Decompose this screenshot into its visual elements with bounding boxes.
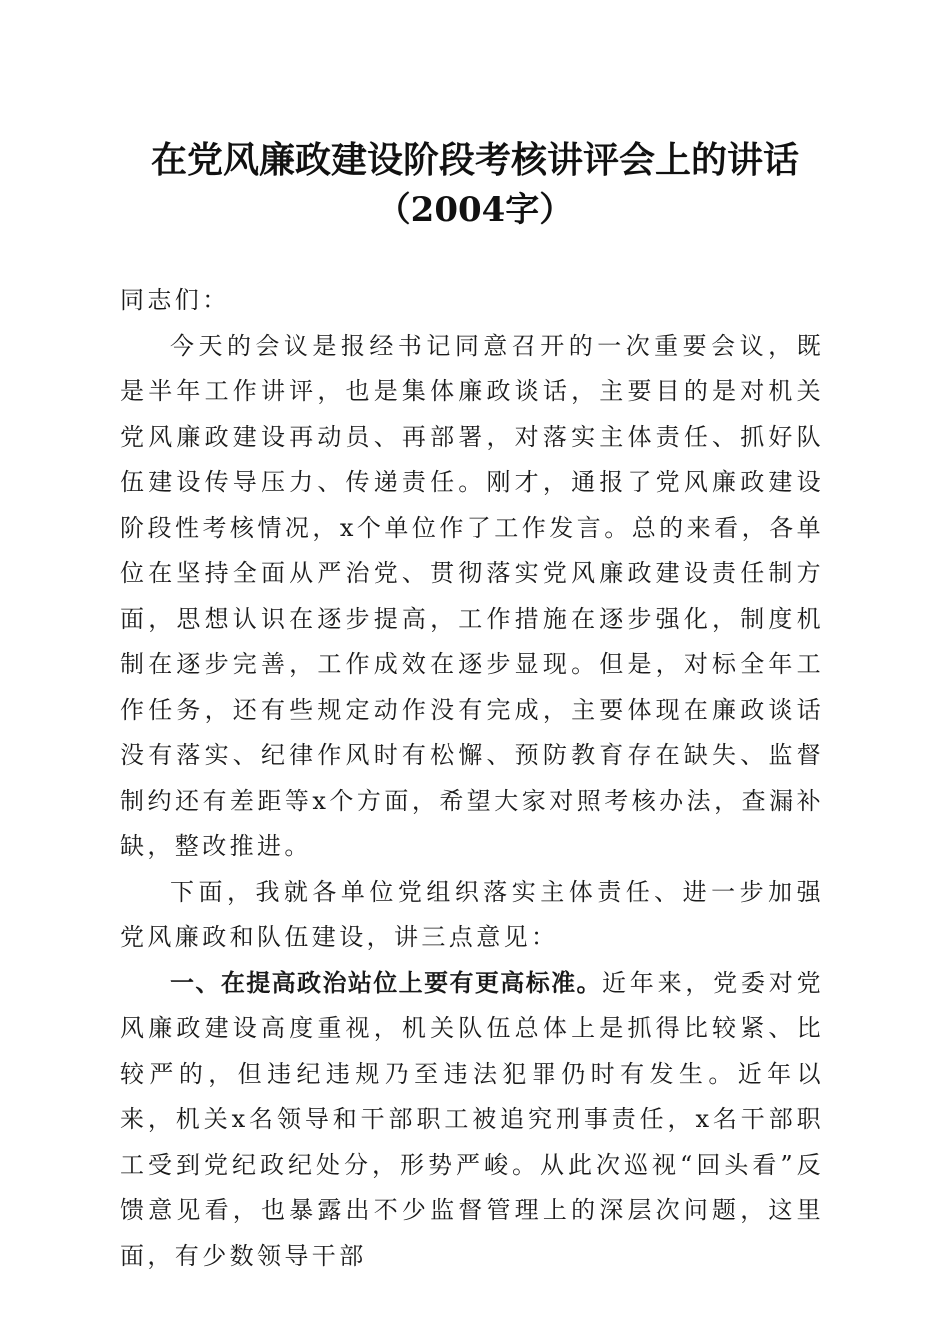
salutation: 同志们： bbox=[120, 286, 230, 314]
document-body bbox=[120, 278, 824, 1279]
paragraph-opening: 今天的会议是报经书记同意召开的一次重要会议，既是半年工作讲评，也是集体廉政谈话，主要目的是对机关党风廉政建设再动员、再部署，对落实主体责任、抓好队伍建设传导压力、传递责任。刚才，通报了党风廉政建设阶段性考核情况，x个单位作了工作发言。总的来看，各单位在坚持全面从严治党、贯彻落实党风廉政建设责任制方面，思想认识在逐步提高，工作措施在逐步强化，制度机制在逐步完善，工作成效在逐步显现。但是，对标全年工作任务，还有些规定动作没有完成，主要体现在廉政谈话没有落实、纪律作风时有松懈、预防教育存在缺失、监督制约还有差距等x个方面，希望大家对照考核办法，查漏补缺，整改推进。 bbox=[120, 331, 824, 860]
section-1-heading: 一、在提高政治站位上要有更高标准。 bbox=[170, 968, 602, 997]
paragraph-intro-points: 下面，我就各单位党组织落实主体责任、进一步加强党风廉政和队伍建设，讲三点意见： bbox=[120, 877, 824, 951]
document-subtitle: （2004字） bbox=[376, 190, 574, 230]
section-1-paragraph bbox=[120, 961, 824, 1280]
title-block bbox=[0, 136, 950, 234]
section-1-text: 近年来，党委对党风廉政建设高度重视，机关队伍总体上是抓得比较紧、比较严的，但违纪违规乃至违法犯罪仍时有发生。近年以来，机关x名领导和干部职工被追究刑事责任，x名干部职工受到党纪政纪处分，形势严峻。从此次巡视“回头看”反馈意见看，也暴露出不少监督管理上的深层次问题，这里面，有少数领导干部 bbox=[120, 968, 825, 1270]
document-title: 在党风廉政建设阶段考核讲评会上的讲话 bbox=[150, 139, 799, 181]
